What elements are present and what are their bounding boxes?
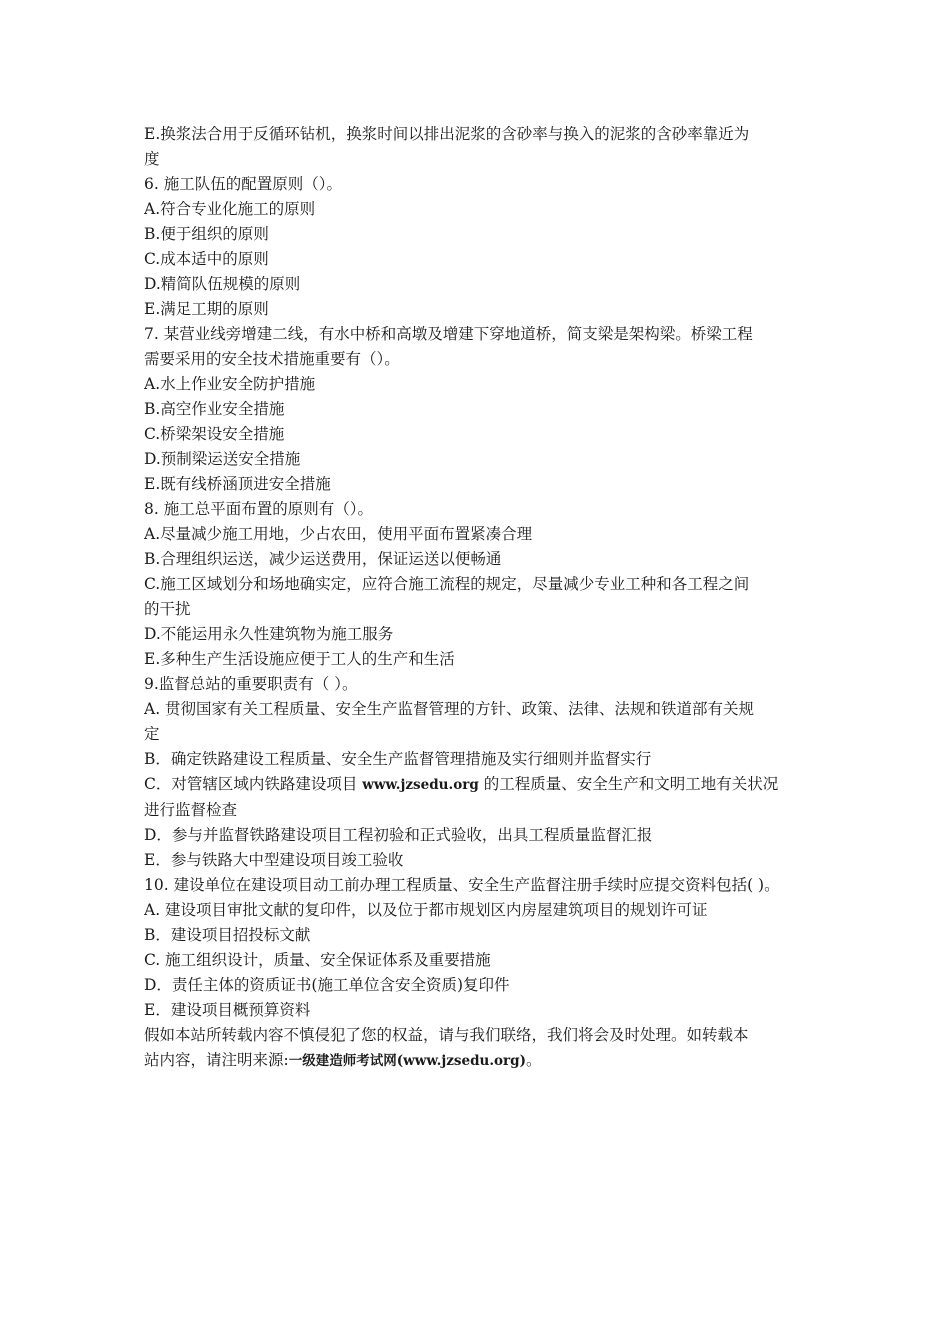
option-line: A.水上作业安全防护措施 xyxy=(144,375,316,393)
option-line: D.精简队伍规模的原则 xyxy=(144,275,301,293)
document-body xyxy=(144,122,824,1074)
question-9: 9.监督总站的重要职责有（ ）。 xyxy=(144,675,358,693)
source-suffix: 。 xyxy=(525,1051,542,1069)
question-6: 6. 施工队伍的配置原则（）。 xyxy=(144,175,342,193)
option-line: C.施工区域划分和场地确实定，应符合施工流程的规定，尽量减少专业工种和各工程之间 xyxy=(144,575,750,593)
question-7: 7. 某营业线旁增建二线，有水中桥和高墩及增建下穿地道桥，简支梁是架构梁。桥梁工程 xyxy=(144,325,753,343)
option-c-suffix: 的工程质量、安全生产和文明工地有关状况 xyxy=(478,775,779,793)
source-note xyxy=(144,1048,824,1074)
question-10: 10. 建设单位在建设项目动工前办理工程质量、安全生产监督注册手续时应提交资料包括( )。 xyxy=(144,876,780,894)
option-line: A.尽量减少施工用地，少占农田，使用平面布置紧凑合理 xyxy=(144,525,533,543)
option-line: D.不能运用永久性建筑物为施工服务 xyxy=(144,625,394,643)
text-line: 定 xyxy=(144,725,160,743)
option-line: D．参与并监督铁路建设项目工程初验和正式验收，出具工程质量监督汇报 xyxy=(144,826,653,844)
option-line-with-url xyxy=(144,772,824,798)
option-line: E.满足工期的原则 xyxy=(144,300,269,318)
option-line: C.成本适中的原则 xyxy=(144,250,269,268)
source-prefix: 站内容，请注明来源: xyxy=(144,1051,289,1069)
text-line: 度 xyxy=(144,150,160,168)
question-8: 8. 施工总平面布置的原则有（）。 xyxy=(144,500,373,518)
text-line: 的干扰 xyxy=(144,600,191,618)
option-c-prefix: C．对管辖区域内铁路建设项目 xyxy=(144,775,363,793)
text-line: 进行监督检查 xyxy=(144,801,238,819)
disclaimer-line: 假如本站所转载内容不慎侵犯了您的权益，请与我们联络，我们将会及时处理。如转载本 xyxy=(144,1026,749,1044)
site-url-link[interactable]: www.jzsedu.org xyxy=(362,777,479,793)
option-line: E.多种生产生活设施应便于工人的生产和生活 xyxy=(144,650,455,668)
option-line: A. 建设项目审批文献的复印件，以及位于都市规划区内房屋建筑项目的规划许可证 xyxy=(144,901,708,919)
source-site-link[interactable]: 一级建造师考试网(www.jzsedu.org) xyxy=(288,1053,526,1069)
option-line: B.高空作业安全措施 xyxy=(144,400,285,418)
option-line: B.合理组织运送，减少运送费用，保证运送以便畅通 xyxy=(144,550,502,568)
option-line: B．建设项目招投标文献 xyxy=(144,926,311,944)
option-line: D.预制梁运送安全措施 xyxy=(144,450,301,468)
text-line: 需要采用的安全技术措施重要有（）。 xyxy=(144,350,400,368)
option-line: B．确定铁路建设工程质量、安全生产监督管理措施及实行细则并监督实行 xyxy=(144,750,652,768)
option-line: C. 施工组织设计，质量、安全保证体系及重要措施 xyxy=(144,951,491,969)
option-line: E．建设项目概预算资料 xyxy=(144,1001,311,1019)
option-line: E．参与铁路大中型建设项目竣工验收 xyxy=(144,851,404,869)
option-line: E.既有线桥涵顶进安全措施 xyxy=(144,475,331,493)
option-line: D．责任主体的资质证书(施工单位含安全资质)复印件 xyxy=(144,976,510,994)
option-line: C.桥梁架设安全措施 xyxy=(144,425,285,443)
option-line: A. 贯彻国家有关工程质量、安全生产监督管理的方针、政策、法律、法规和铁道部有关规 xyxy=(144,700,755,718)
option-line: A.符合专业化施工的原则 xyxy=(144,200,316,218)
option-line: B.便于组织的原则 xyxy=(144,225,269,243)
text-line: E.换浆法合用于反循环钻机，换浆时间以排出泥浆的含砂率与换入的泥浆的含砂率靠近为 xyxy=(144,125,750,143)
